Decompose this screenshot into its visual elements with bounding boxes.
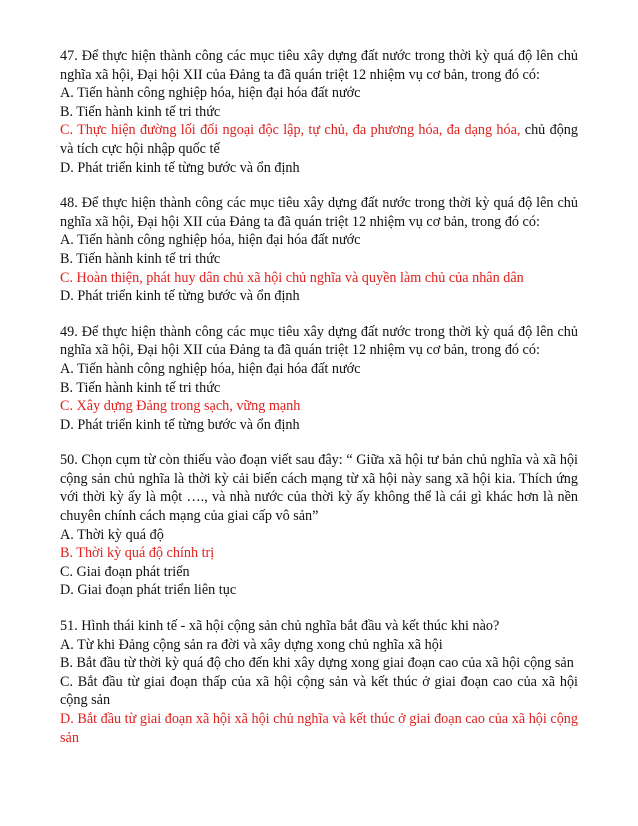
option-c-correct: C. Xây dựng Đảng trong sạch, vững mạnh bbox=[60, 398, 301, 415]
question-text: 50. Chọn cụm từ còn thiếu vào đoạn viết sau đây: “ Giữa xã hội tư bản chủ nghĩa và xã hội cộng sản chủ nghĩa là thời kỳ cải biến cách mạng từ xã hội này sang xã hội kia. Thích ứng với thời kỳ ấy là một …., và nhà nước của thời kỳ ấy không thể là cái gì khác hơn là nền chuyên chính cách mạng của giai cấp vô sản” bbox=[60, 452, 578, 525]
option-d: D. Phát triển kinh tế từng bước và ổn định bbox=[60, 288, 300, 305]
option-d: D. Phát triển kinh tế từng bước và ổn định bbox=[60, 159, 300, 176]
option-c-correct bbox=[60, 121, 578, 158]
option-c-highlight: C. Thực hiện đường lối đối ngoại độc lập, tự chủ, đa phương hóa, đa dạng hóa, bbox=[60, 122, 521, 139]
option-b: B. Tiến hành kinh tế tri thức bbox=[60, 103, 221, 120]
option-b: B. Tiến hành kinh tế tri thức bbox=[60, 379, 221, 396]
question-text: 48. Để thực hiện thành công các mục tiêu xây dựng đất nước trong thời kỳ quá độ lên chủ nghĩa xã hội, Đại hội XII của Đảng ta đã quán triệt 12 nhiệm vụ cơ bản, trong đó có: bbox=[60, 195, 578, 230]
option-b: B. Tiến hành kinh tế tri thức bbox=[60, 250, 221, 267]
option-b: B. Bắt đầu từ thời kỳ quá độ cho đến khi xây dựng xong giai đoạn cao của xã hội cộng sản bbox=[60, 655, 574, 672]
option-d: D. Giai đoạn phát triển liên tục bbox=[60, 582, 237, 599]
option-a: A. Thời kỳ quá độ bbox=[60, 526, 164, 543]
option-a: A. Từ khi Đảng cộng sản ra đời và xây dựng xong chủ nghĩa xã hội bbox=[60, 636, 443, 653]
option-a: A. Tiến hành công nghiệp hóa, hiện đại hóa đất nước bbox=[60, 85, 361, 102]
option-c: C. Giai đoạn phát triển bbox=[60, 563, 190, 580]
option-c-tail: chủ động và tích cực hội nhập quốc tế bbox=[60, 122, 578, 157]
question-48 bbox=[60, 194, 578, 306]
option-d: D. Phát triển kinh tế từng bước và ổn định bbox=[60, 416, 300, 433]
question-50 bbox=[60, 451, 578, 600]
question-text: 49. Để thực hiện thành công các mục tiêu xây dựng đất nước trong thời kỳ quá độ lên chủ nghĩa xã hội, Đại hội XII của Đảng ta đã quán triệt 12 nhiệm vụ cơ bản, trong đó có: bbox=[60, 323, 578, 359]
option-c-correct: C. Hoàn thiện, phát huy dân chủ xã hội chủ nghĩa và quyền làm chủ của nhân dân bbox=[60, 269, 524, 286]
option-a: A. Tiến hành công nghiệp hóa, hiện đại hóa đất nước bbox=[60, 232, 361, 249]
question-51 bbox=[60, 617, 578, 747]
option-c: C. Bắt đầu từ giai đoạn thấp của xã hội cộng sản và kết thúc ở giai đoạn cao của xã hội cộng sản bbox=[60, 673, 578, 709]
option-b-correct: B. Thời kỳ quá độ chính trị bbox=[60, 545, 215, 562]
question-47 bbox=[60, 47, 578, 177]
option-d-correct: D. Bắt đầu từ giai đoạn xã hội xã hội chủ nghĩa và kết thúc ở giai đoạn cao của xã hội cộng sản bbox=[60, 711, 578, 746]
document-page bbox=[60, 47, 578, 764]
question-49 bbox=[60, 323, 578, 435]
question-text: 47. Để thực hiện thành công các mục tiêu xây dựng đất nước trong thời kỳ quá độ lên chủ nghĩa xã hội, Đại hội XII của Đảng ta đã quán triệt 12 nhiệm vụ cơ bản, trong đó có: bbox=[60, 48, 578, 83]
question-text: 51. Hình thái kinh tế - xã hội cộng sản chủ nghĩa bắt đầu và kết thúc khi nào? bbox=[60, 618, 500, 635]
option-a: A. Tiến hành công nghiệp hóa, hiện đại hóa đất nước bbox=[60, 360, 361, 377]
